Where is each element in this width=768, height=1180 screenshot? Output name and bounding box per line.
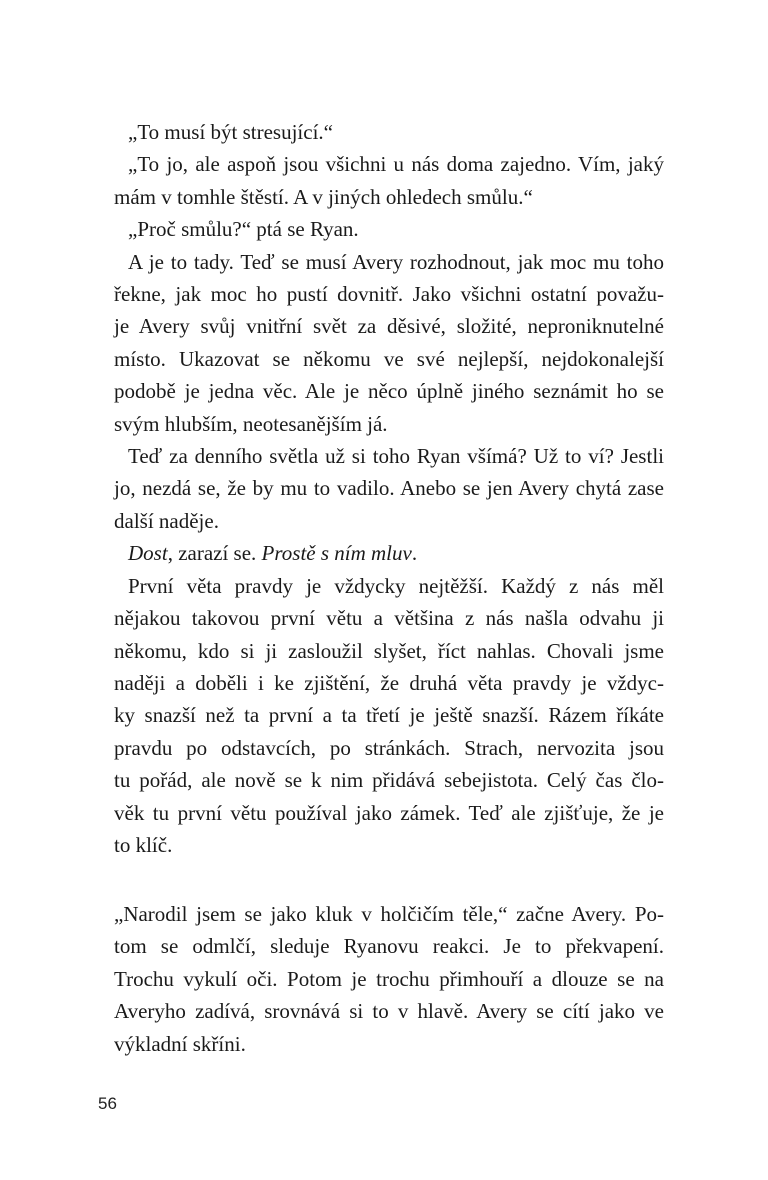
text-line: svým hlubším, neotesanějším já. — [114, 411, 388, 436]
text-line — [114, 537, 664, 569]
text-line: místo. Ukazovat se někomu ve své nejlepší, nejdokonalejší — [114, 346, 664, 371]
text-line: „Proč smůlu?“ ptá se Ryan. — [128, 217, 359, 242]
paragraph-section-opening — [114, 898, 664, 1060]
text-line: to klíč. — [114, 832, 173, 857]
text-line: řekne, jak moc ho pustí dovnitř. Jako všichni ostatní považu- — [114, 282, 664, 307]
paragraph-thought — [114, 537, 664, 569]
text-line: další naděje. — [114, 508, 219, 533]
text-line: Averyho zadívá, srovnává si to v hlavě. Avery se cítí jako ve — [114, 999, 664, 1024]
text-line: naději a doběli i ke zjištění, že druhá věta pravdy je vždyc- — [114, 670, 664, 695]
text-line: První věta pravdy je vždycky nejtěžší. Každý z nás měl — [128, 573, 664, 598]
paragraph-narration-1 — [114, 246, 664, 440]
italic-phrase: Prostě s ním mluv — [261, 541, 412, 566]
text-line: Teď za denního světla už si toho Ryan všímá? Už to ví? Jestli — [128, 444, 664, 469]
text-line: výkladní skříni. — [114, 1031, 246, 1056]
text-line: mám v tomhle štěstí. A v jiných ohledech smůlu.“ — [114, 184, 533, 209]
inline-text: , zarazí se. — [167, 541, 262, 566]
page-number: 56 — [98, 1094, 117, 1113]
text-line: ky snazší než ta první a ta třetí je ještě snazší. Rázem říkáte — [114, 703, 664, 728]
italic-word: Dost — [128, 541, 168, 566]
text-line: tu pořád, ale nově se k nim přidává sebejistota. Celý čas člo- — [114, 768, 664, 793]
text-line: A je to tady. Teď se musí Avery rozhodnout, jak moc mu toho — [128, 249, 664, 274]
text-line: pravdu po odstavcích, po stránkách. Strach, nervozita jsou — [114, 735, 664, 760]
body-text-section-1 — [114, 116, 664, 861]
body-text-section-2 — [114, 898, 664, 1060]
text-line: „Narodil jsem se jako kluk v holčičím těle,“ začne Avery. Po- — [114, 902, 664, 926]
text-line: věk tu první větu používal jako zámek. Teď ale zjišťuje, že je — [114, 800, 664, 825]
paragraph-dialogue-3 — [114, 213, 664, 245]
paragraph-narration-3 — [114, 570, 664, 862]
text-line: tom se odmlčí, sleduje Ryanovu reakci. Je to překvapení. — [114, 934, 664, 959]
paragraph-dialogue-1 — [114, 116, 664, 148]
text-line: jo, nezdá se, že by mu to vadilo. Anebo se jen Avery chytá zase — [114, 476, 664, 501]
text-line: podobě je jedna věc. Ale je něco úplně jiného seznámit ho se — [114, 379, 664, 404]
paragraph-narration-2 — [114, 440, 664, 537]
paragraph-dialogue-2 — [114, 148, 664, 213]
text-line: Trochu vykulí oči. Potom je trochu přimhouří a dlouze se na — [114, 966, 664, 991]
text-line: „To musí být stresující.“ — [128, 120, 333, 144]
text-line: nějakou takovou první větu a většina z nás našla odvahu ji — [114, 606, 664, 631]
inline-text: . — [411, 541, 418, 566]
text-line: „To jo, ale aspoň jsou všichni u nás doma zajedno. Vím, jaký — [128, 152, 664, 177]
text-line: někomu, kdo si ji zasloužil slyšet, říct nahlas. Chovali jsme — [114, 638, 664, 663]
text-line: je Avery svůj vnitřní svět za děsivé, složité, neproniknutelné — [114, 314, 664, 339]
